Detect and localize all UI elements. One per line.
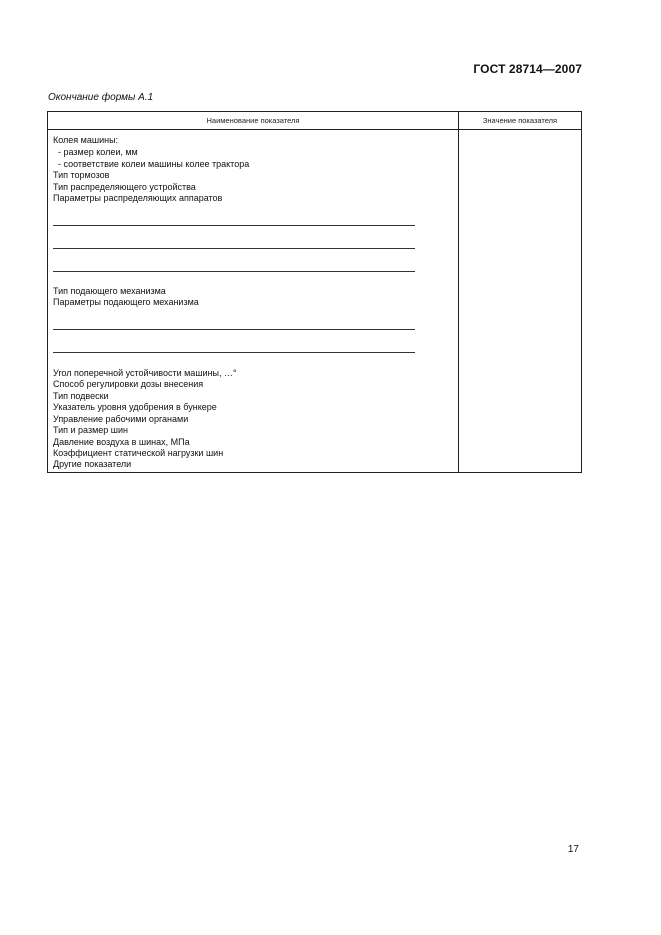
indicator-line: Коэффициент статической нагрузки шин — [53, 448, 224, 458]
indicator-line: - размер колеи, мм — [58, 147, 138, 157]
indicator-line: Угол поперечной устойчивости машины, …° — [53, 368, 237, 378]
indicator-table — [47, 111, 582, 473]
indicator-line: Параметры подающего механизма — [53, 297, 199, 307]
indicator-line: Колея машины: — [53, 135, 119, 145]
indicator-line: Тип тормозов — [53, 170, 110, 180]
indicator-line: Давление воздуха в шинах, МПа — [53, 437, 190, 447]
blank-fill-line — [53, 352, 415, 353]
blank-fill-line — [53, 329, 415, 330]
form-caption: Окончание формы А.1 — [48, 92, 154, 103]
column-divider — [458, 112, 459, 472]
column-header-name: Наименование показателя — [206, 116, 300, 125]
indicator-line: Другие показатели — [53, 459, 132, 469]
indicator-line: - соответствие колеи машины колее трактора — [58, 159, 250, 169]
indicator-line: Тип распределяющего устройства — [53, 182, 196, 192]
column-header-value: Значение показателя — [482, 116, 558, 125]
blank-fill-line — [53, 225, 415, 226]
page-number: 17 — [567, 844, 579, 855]
indicator-line: Тип и размер шин — [53, 425, 128, 435]
header-divider — [48, 129, 581, 130]
indicator-line: Тип подающего механизма — [53, 286, 166, 296]
indicator-line: Параметры распределяющих аппаратов — [53, 193, 223, 203]
document-code: ГОСТ 28714—2007 — [473, 62, 582, 76]
indicator-line: Тип подвески — [53, 391, 109, 401]
indicator-line: Указатель уровня удобрения в бункере — [53, 402, 217, 412]
indicator-line: Управление рабочими органами — [53, 414, 189, 424]
indicator-line: Способ регулировки дозы внесения — [53, 379, 204, 389]
blank-fill-line — [53, 248, 415, 249]
blank-fill-line — [53, 271, 415, 272]
